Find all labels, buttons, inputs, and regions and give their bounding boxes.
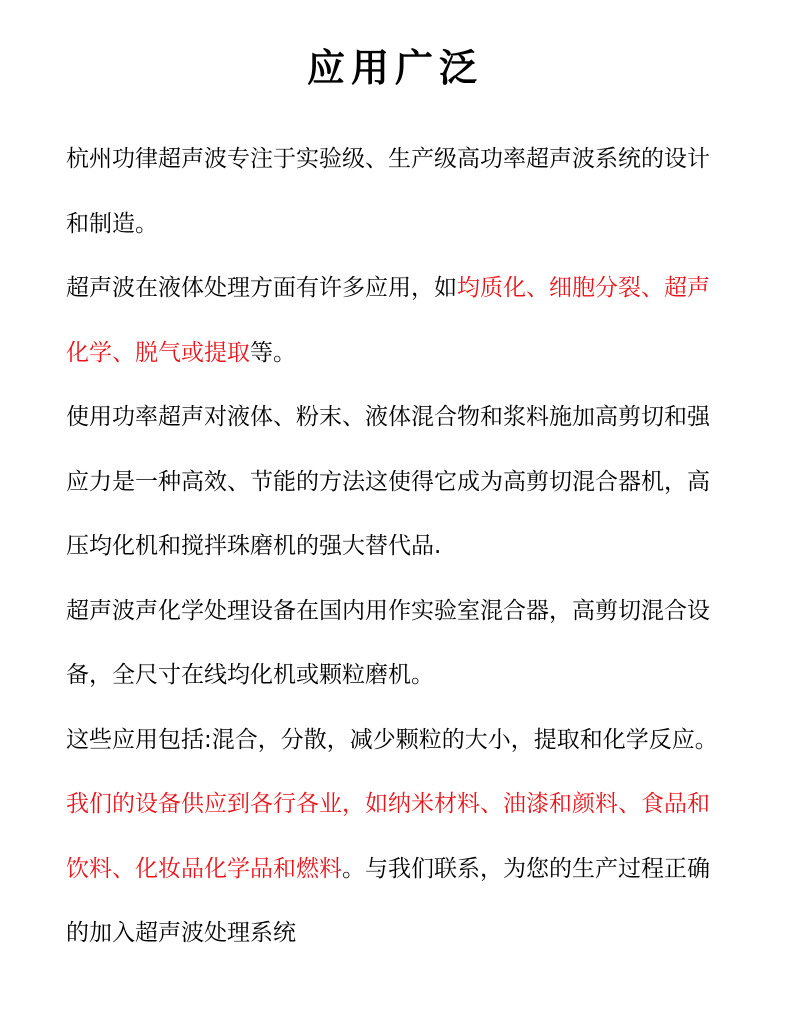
- text-segment: 超声波在液体处理方面有许多应用，如: [66, 275, 457, 301]
- text-segment: 杭州功律超声波专注于实验级、生产级高功率超声波系统的设计和制造。: [66, 146, 710, 237]
- highlighted-text-segment: 均质化、细胞分裂、超声化学、脱气或提取: [66, 275, 710, 366]
- paragraph-industries: [66, 708, 726, 966]
- paragraph-high-shear: [66, 385, 726, 579]
- text-segment: 超声波声化学处理设备在国内用作实验室混合器，高剪切混合设备，全尺寸在线均化机或颗粒磨机。: [66, 597, 710, 688]
- paragraph-intro: [66, 127, 726, 256]
- paragraph-applications: [66, 256, 726, 385]
- body-text: [66, 127, 726, 966]
- text-segment: 这些应用包括:混合，分散，减少颗粒的大小，提取和化学反应。: [66, 726, 718, 753]
- text-segment: 等。: [250, 339, 296, 366]
- paragraph-equipment: [66, 579, 726, 708]
- text-segment: 。与我们联系，为您的生产过程正确的加入超声波处理系统: [66, 855, 710, 946]
- highlighted-text-segment: 我们的设备供应到各行各业，如纳米材料、油漆和颜料、食品和饮料、化妆品化学品和燃料: [66, 791, 710, 882]
- page-title: 应用广泛: [306, 45, 483, 90]
- text-segment: 使用功率超声对液体、粉末、液体混合物和浆料施加高剪切和强应力是一种高效、节能的方法这使得它成为高剪切混合器机，高压均化机和搅拌珠磨机的强大替代品.: [66, 404, 710, 559]
